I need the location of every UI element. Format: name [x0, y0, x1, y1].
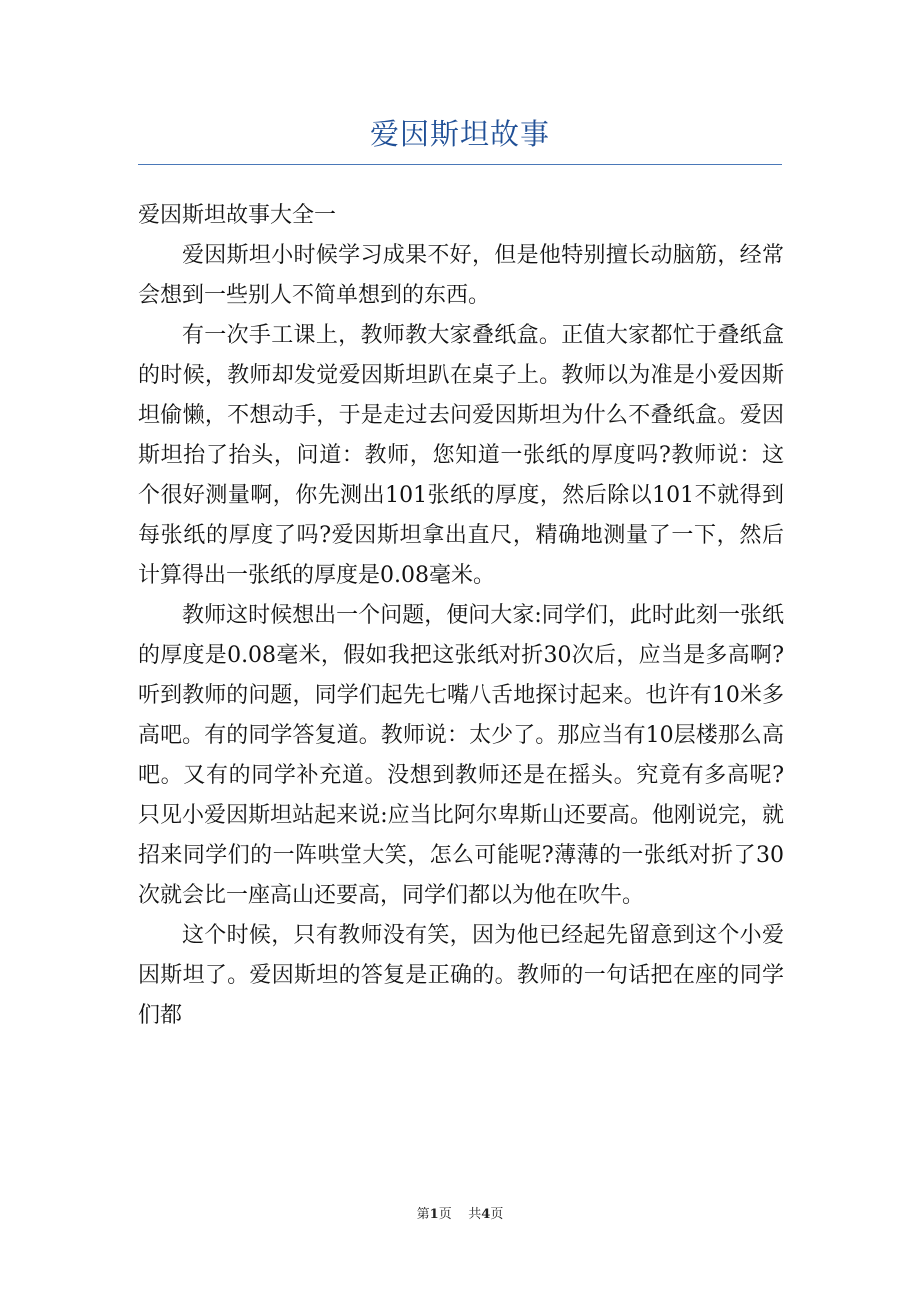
paragraph-2: 有一次手工课上，教师教大家叠纸盒。正值大家都忙于叠纸盒的时候，教师却发觉爱因斯坦趴在桌子上。教师以为准是小爱因斯坦偷懒，不想动手，于是走过去问爱因斯坦为什么不叠纸盒。爱因斯坦抬了抬头，问道：教师，您知道一张纸的厚度吗?教师说：这个很好测量啊，你先测出101张纸的厚度，然后除以101不就得到每张纸的厚度了吗?爱因斯坦拿出直尺，精确地测量了一下，然后计算得出一张纸的厚度是0.08毫米。 — [138, 323, 784, 588]
total-pages: 4 — [481, 1207, 491, 1222]
paragraph-4: 这个时候，只有教师没有笑，因为他已经起先留意到这个小爱因斯坦了。爱因斯坦的答复是正确的。教师的一句话把在座的同学们都 — [138, 923, 784, 1028]
paragraph-3: 教师这时候想出一个问题，便问大家:同学们，此时此刻一张纸的厚度是0.08毫米，假如我把这张纸对折30次后，应当是多高啊?听到教师的问题，同学们起先七嘴八舌地探讨起来。也许有10米多高吧。有的同学答复道。教师说：太少了。那应当有10层楼那么高吧。又有的同学补充道。没想到教师还是在摇头。究竟有多高呢?只见小爱因斯坦站起来说:应当比阿尔卑斯山还要高。他刚说完，就招来同学们的一阵哄堂大笑，怎么可能呢?薄薄的一张纸对折了30次就会比一座高山还要高，同学们都以为他在吹牛。 — [138, 603, 784, 908]
total-suffix: 页 — [490, 1207, 504, 1222]
total-prefix: 共 — [468, 1207, 482, 1222]
page-prefix: 第 — [416, 1207, 430, 1222]
document-body — [138, 196, 784, 1036]
page-number: 1 — [429, 1207, 439, 1222]
document-title: 爱因斯坦故事 — [369, 117, 550, 151]
page-suffix: 页 — [438, 1207, 452, 1222]
title-underline-divider — [138, 164, 782, 165]
section-heading: 爱因斯坦故事大全一 — [138, 203, 337, 228]
paragraph-1: 爱因斯坦小时候学习成果不好，但是他特别擅长动脑筋，经常会想到一些别人不简单想到的东西。 — [138, 243, 784, 308]
page-footer — [0, 1206, 920, 1224]
